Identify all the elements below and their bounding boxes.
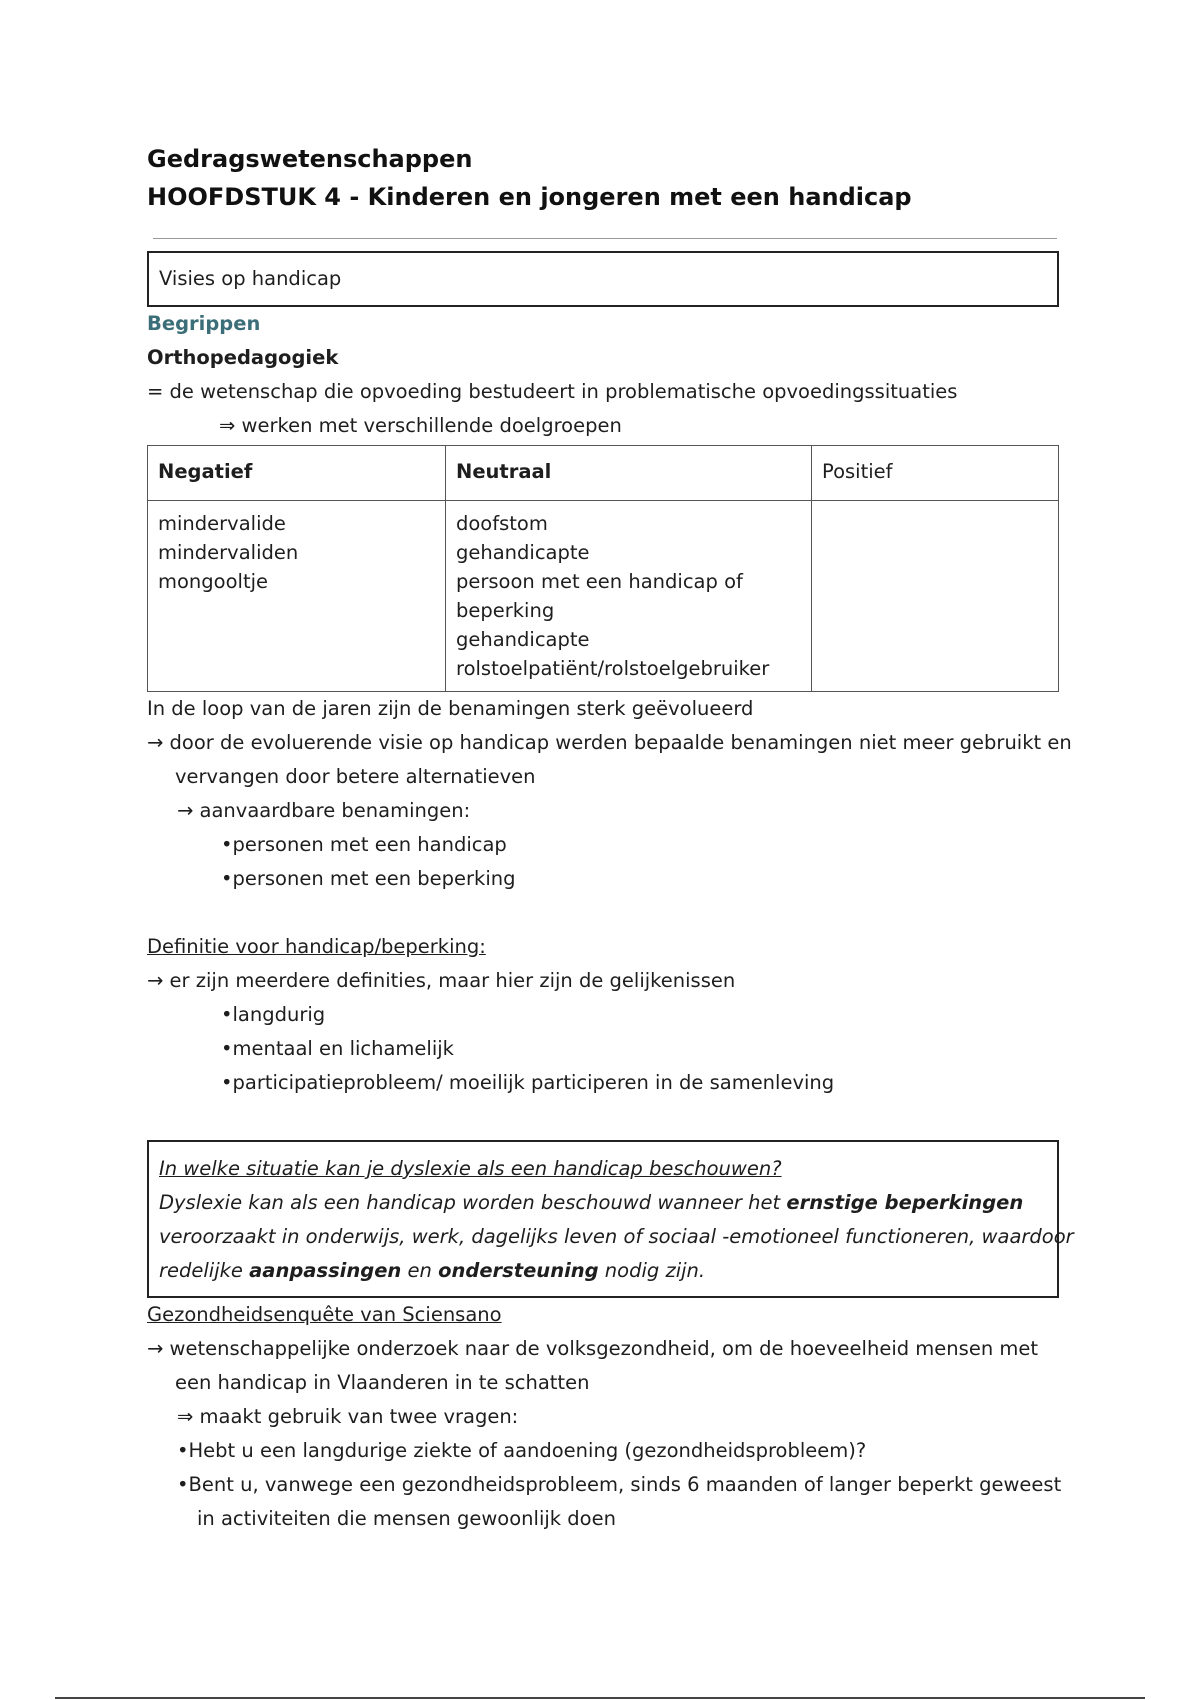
list-item: rolstoelpatiënt/rolstoelgebruiker: [456, 657, 770, 680]
definitie-bullet-3: •participatieprobleem/ moeilijk participeren in de samenleving: [221, 1071, 835, 1094]
sciensano-question-2a: •Bent u, vanwege een gezondheidsprobleem, sinds 6 maanden of langer beperkt geweest: [177, 1473, 1062, 1496]
answer-emphasis: ernstige beperkingen: [786, 1191, 1024, 1214]
answer-emphasis: aanpassingen: [249, 1259, 402, 1282]
subject-title: Gedragswetenschappen: [147, 145, 473, 173]
answer-text: nodig zijn.: [598, 1259, 706, 1282]
header-negatief: Negatief: [148, 446, 446, 501]
answer-line-1: [159, 1186, 1047, 1220]
ortho-term: Orthopedagogiek: [147, 346, 339, 369]
section-box-label: Visies op handicap: [159, 267, 342, 290]
answer-line-3: [159, 1254, 1047, 1288]
question-text: In welke situatie kan je dyslexie als een handicap beschouwen?: [159, 1157, 782, 1180]
question-box: [147, 1140, 1074, 1298]
page-bottom-rule: [55, 1697, 1145, 1699]
ortho-arrow: ⇒ werken met verschillende doelgroepen: [219, 414, 622, 437]
definitie-line-1: → er zijn meerdere definities, maar hier zijn de gelijkenissen: [147, 969, 736, 992]
answer-emphasis: ondersteuning: [438, 1259, 599, 1282]
definitie-heading: Definitie voor handicap/beperking:: [147, 935, 486, 958]
list-item: mindervalide: [158, 512, 286, 535]
evolution-bullet-2: •personen met een beperking: [221, 867, 516, 890]
terminology-table: [147, 445, 1059, 692]
sciensano-question-2b: in activiteiten die mensen gewoonlijk doen: [197, 1507, 616, 1530]
list-item: gehandicapte: [456, 628, 590, 651]
evolution-bullet-1: •personen met een handicap: [221, 833, 507, 856]
definitie-bullet-2: •mentaal en lichamelijk: [221, 1037, 454, 1060]
answer-line-2: veroorzaakt in onderwijs, werk, dagelijks leven of sociaal -emotioneel functioneren, waardoor: [159, 1225, 1074, 1248]
definitie-bullet-1: •langdurig: [221, 1003, 326, 1026]
sciensano-line-1: → wetenschappelijke onderzoek naar de volksgezondheid, om de hoeveelheid mensen met: [147, 1337, 1039, 1360]
ortho-definition: = de wetenschap die opvoeding bestudeert in problematische opvoedingssituaties: [147, 380, 958, 403]
evolution-line-2: → door de evoluerende visie op handicap werden bepaalde benamingen niet meer gebruikt en: [147, 731, 1072, 754]
list-item: beperking: [456, 599, 555, 622]
evolution-line-4: → aanvaardbare benamingen:: [177, 799, 471, 822]
list-item: persoon met een handicap of: [456, 570, 743, 593]
begrippen-heading: Begrippen: [147, 312, 261, 335]
answer-text: en: [401, 1259, 439, 1282]
list-item: mindervaliden: [158, 541, 299, 564]
header-neutraal: Neutraal: [446, 446, 812, 501]
section-box: [147, 251, 1059, 307]
table-header-row: [148, 446, 1059, 501]
chapter-title: HOOFDSTUK 4 - Kinderen en jongeren met een handicap: [147, 183, 912, 211]
sciensano-line-2: een handicap in Vlaanderen in te schatten: [175, 1371, 590, 1394]
list-item: mongooltje: [158, 570, 269, 593]
sciensano-question-1: •Hebt u een langdurige ziekte of aandoening (gezondheidsprobleem)?: [177, 1439, 867, 1462]
header-positief: Positief: [812, 446, 1059, 501]
answer-text: Dyslexie kan als een handicap worden beschouwd wanneer het: [159, 1191, 787, 1214]
cell-negatief: [148, 501, 446, 692]
cell-positief: [812, 501, 1059, 692]
answer-text: redelijke: [159, 1259, 250, 1282]
title-divider: [153, 238, 1057, 239]
list-item: gehandicapte: [456, 541, 590, 564]
evolution-line-3: vervangen door betere alternatieven: [175, 765, 536, 788]
evolution-line-1: In de loop van de jaren zijn de benamingen sterk geëvolueerd: [147, 697, 754, 720]
document-page: [147, 140, 1074, 1536]
table-row: [148, 501, 1059, 692]
sciensano-line-3: ⇒ maakt gebruik van twee vragen:: [177, 1405, 519, 1428]
cell-neutraal: [446, 501, 812, 692]
list-item: doofstom: [456, 512, 548, 535]
sciensano-heading: Gezondheidsenquête van Sciensano: [147, 1303, 502, 1326]
